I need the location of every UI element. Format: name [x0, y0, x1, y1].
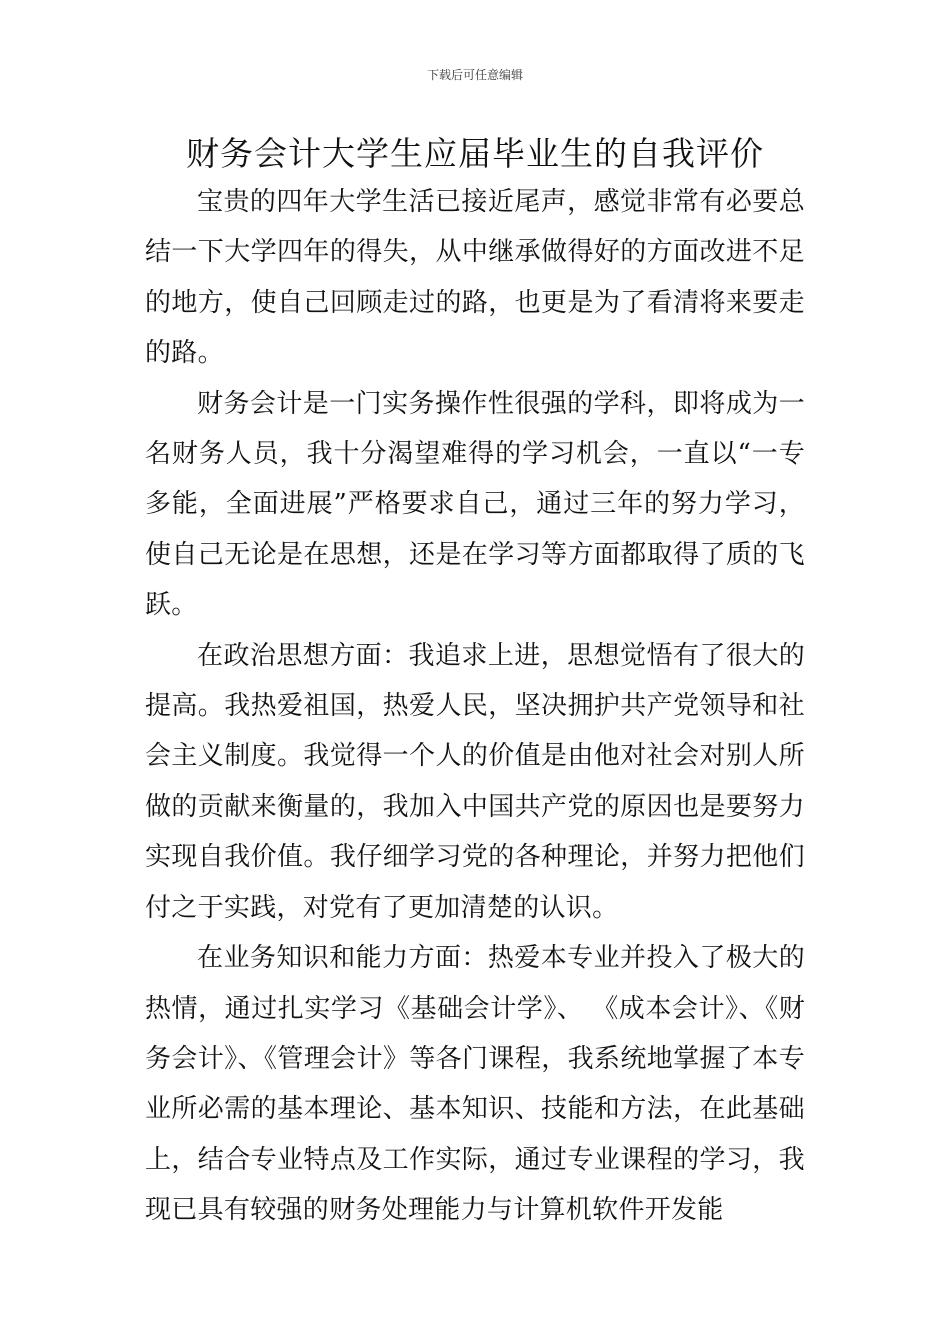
- paragraph-4: 在业务知识和能力方面：热爱本专业并投入了极大的热情，通过扎实学习《基础会计学》、 《成本会计》、《财务会计》、《管理会计》等各门课程，我系统地掌握了本专业所必需的基本理论、基本知识、技能和方法，在此基础上，结合专业特点及工作实际，通过专业课程的学习，我现已具有较强的财务处理能力与计算机软件开发能: [145, 943, 805, 1226]
- document-title: 财务会计大学生应届毕业生的自我评价: [186, 134, 764, 173]
- header-note: 下载后可任意编辑: [426, 68, 523, 82]
- paragraph-1: 宝贵的四年大学生活已接近尾声，感觉非常有必要总结一下大学四年的得失，从中继承做得好的方面改进不足的地方，使自己回顾走过的路，也更是为了看清将来要走的路。: [145, 187, 805, 369]
- paragraph-2: 财务会计是一门实务操作性很强的学科，即将成为一名财务人员，我十分渴望难得的学习机会，一直以“一专多能，全面进展”严格要求自己，通过三年的努力学习，使自己无论是在思想，还是在学习等方面都取得了质的飞跃。: [145, 388, 805, 621]
- paragraph-3: 在政治思想方面：我追求上进，思想觉悟有了很大的提高。我热爱祖国，热爱人民，坚决拥护共产党领导和社会主义制度。我觉得一个人的价值是由他对社会对别人所做的贡献来衡量的，我加入中国共产党的原因也是要努力实现自我价值。我仔细学习党的各种理论，并努力把他们付之于实践，对党有了更加清楚的认识。: [145, 640, 805, 923]
- document-body: [145, 177, 805, 1236]
